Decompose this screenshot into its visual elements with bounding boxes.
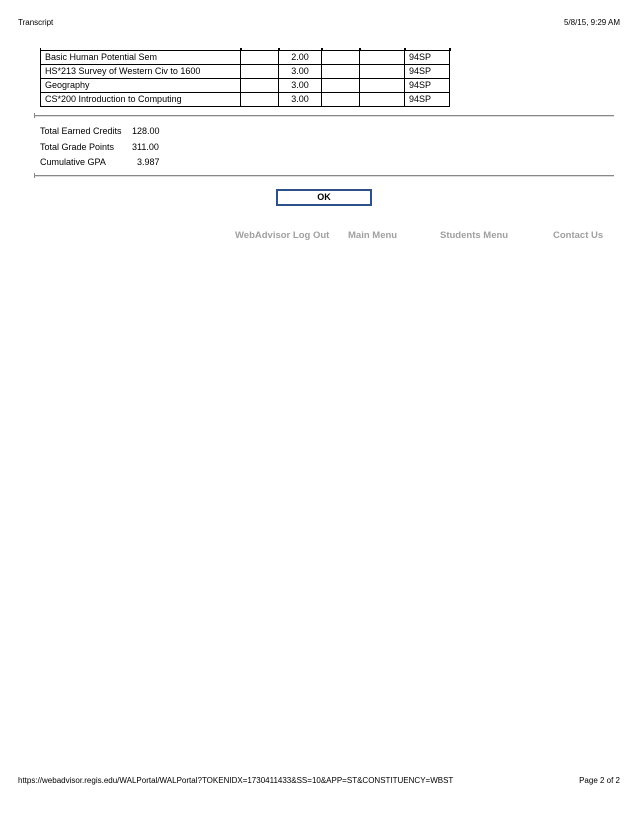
course-points [360, 93, 405, 107]
footer-nav [0, 230, 638, 244]
cumulative-gpa-label: Cumulative GPA [40, 157, 106, 167]
course-term: 94SP [405, 93, 450, 107]
course-points [360, 79, 405, 93]
students-menu-link[interactable]: Students Menu [440, 230, 509, 241]
transcript-totals [40, 124, 177, 171]
course-name: CS*200 Introduction to Computing [41, 93, 241, 107]
section-divider [34, 175, 614, 177]
course-name: Geography [41, 79, 241, 93]
total-earned-credits-row [40, 124, 177, 140]
table-row [41, 79, 450, 93]
print-header-title: Transcript [18, 18, 54, 27]
course-points [360, 65, 405, 79]
course-table [40, 48, 451, 107]
course-name: Basic Human Potential Sem [41, 51, 241, 65]
print-header-datetime: 5/8/15, 9:29 AM [563, 18, 620, 27]
course-grade [241, 93, 279, 107]
total-grade-points-value: 311.00 [132, 141, 159, 152]
section-divider [34, 115, 614, 117]
course-credits: 3.00 [279, 93, 322, 107]
course-name: HS*213 Survey of Western Civ to 1600 [41, 65, 241, 79]
course-grade [241, 79, 279, 93]
course-grade [241, 51, 279, 65]
total-earned-credits-value: 128.00 [132, 126, 160, 136]
course-credits: 3.00 [279, 79, 322, 93]
course-credits: 2.00 [279, 51, 322, 65]
course-term: 94SP [405, 65, 450, 79]
print-footer-page-number: Page 2 of 2 [579, 776, 620, 785]
cumulative-gpa-row [40, 155, 177, 171]
table-row [41, 65, 450, 79]
webadvisor-logout-link[interactable]: WebAdvisor Log Out [235, 230, 330, 241]
course-term: 94SP [405, 79, 450, 93]
course-ceus [322, 65, 360, 79]
course-grade [241, 65, 279, 79]
total-grade-points-row [40, 140, 177, 156]
course-ceus [322, 79, 360, 93]
ok-button[interactable]: OK [276, 189, 372, 206]
course-points [360, 51, 405, 65]
contact-us-link[interactable]: Contact Us [553, 230, 604, 241]
main-menu-link[interactable]: Main Menu [348, 230, 398, 241]
table-row [41, 51, 450, 65]
table-row [41, 93, 450, 107]
total-grade-points-label: Total Grade Points [40, 141, 115, 152]
course-term: 94SP [405, 51, 450, 65]
course-ceus [322, 93, 360, 107]
print-footer-url: https://webadvisor.regis.edu/WALPortal/WALPortal?TOKENIDX=1730411433&SS=10&APP=ST&CONSTITUENCY=WBST [18, 776, 454, 785]
course-credits: 3.00 [279, 65, 322, 79]
total-earned-credits-label: Total Earned Credits [40, 126, 122, 136]
course-ceus [322, 51, 360, 65]
cumulative-gpa-value: 3.987 [137, 157, 160, 167]
